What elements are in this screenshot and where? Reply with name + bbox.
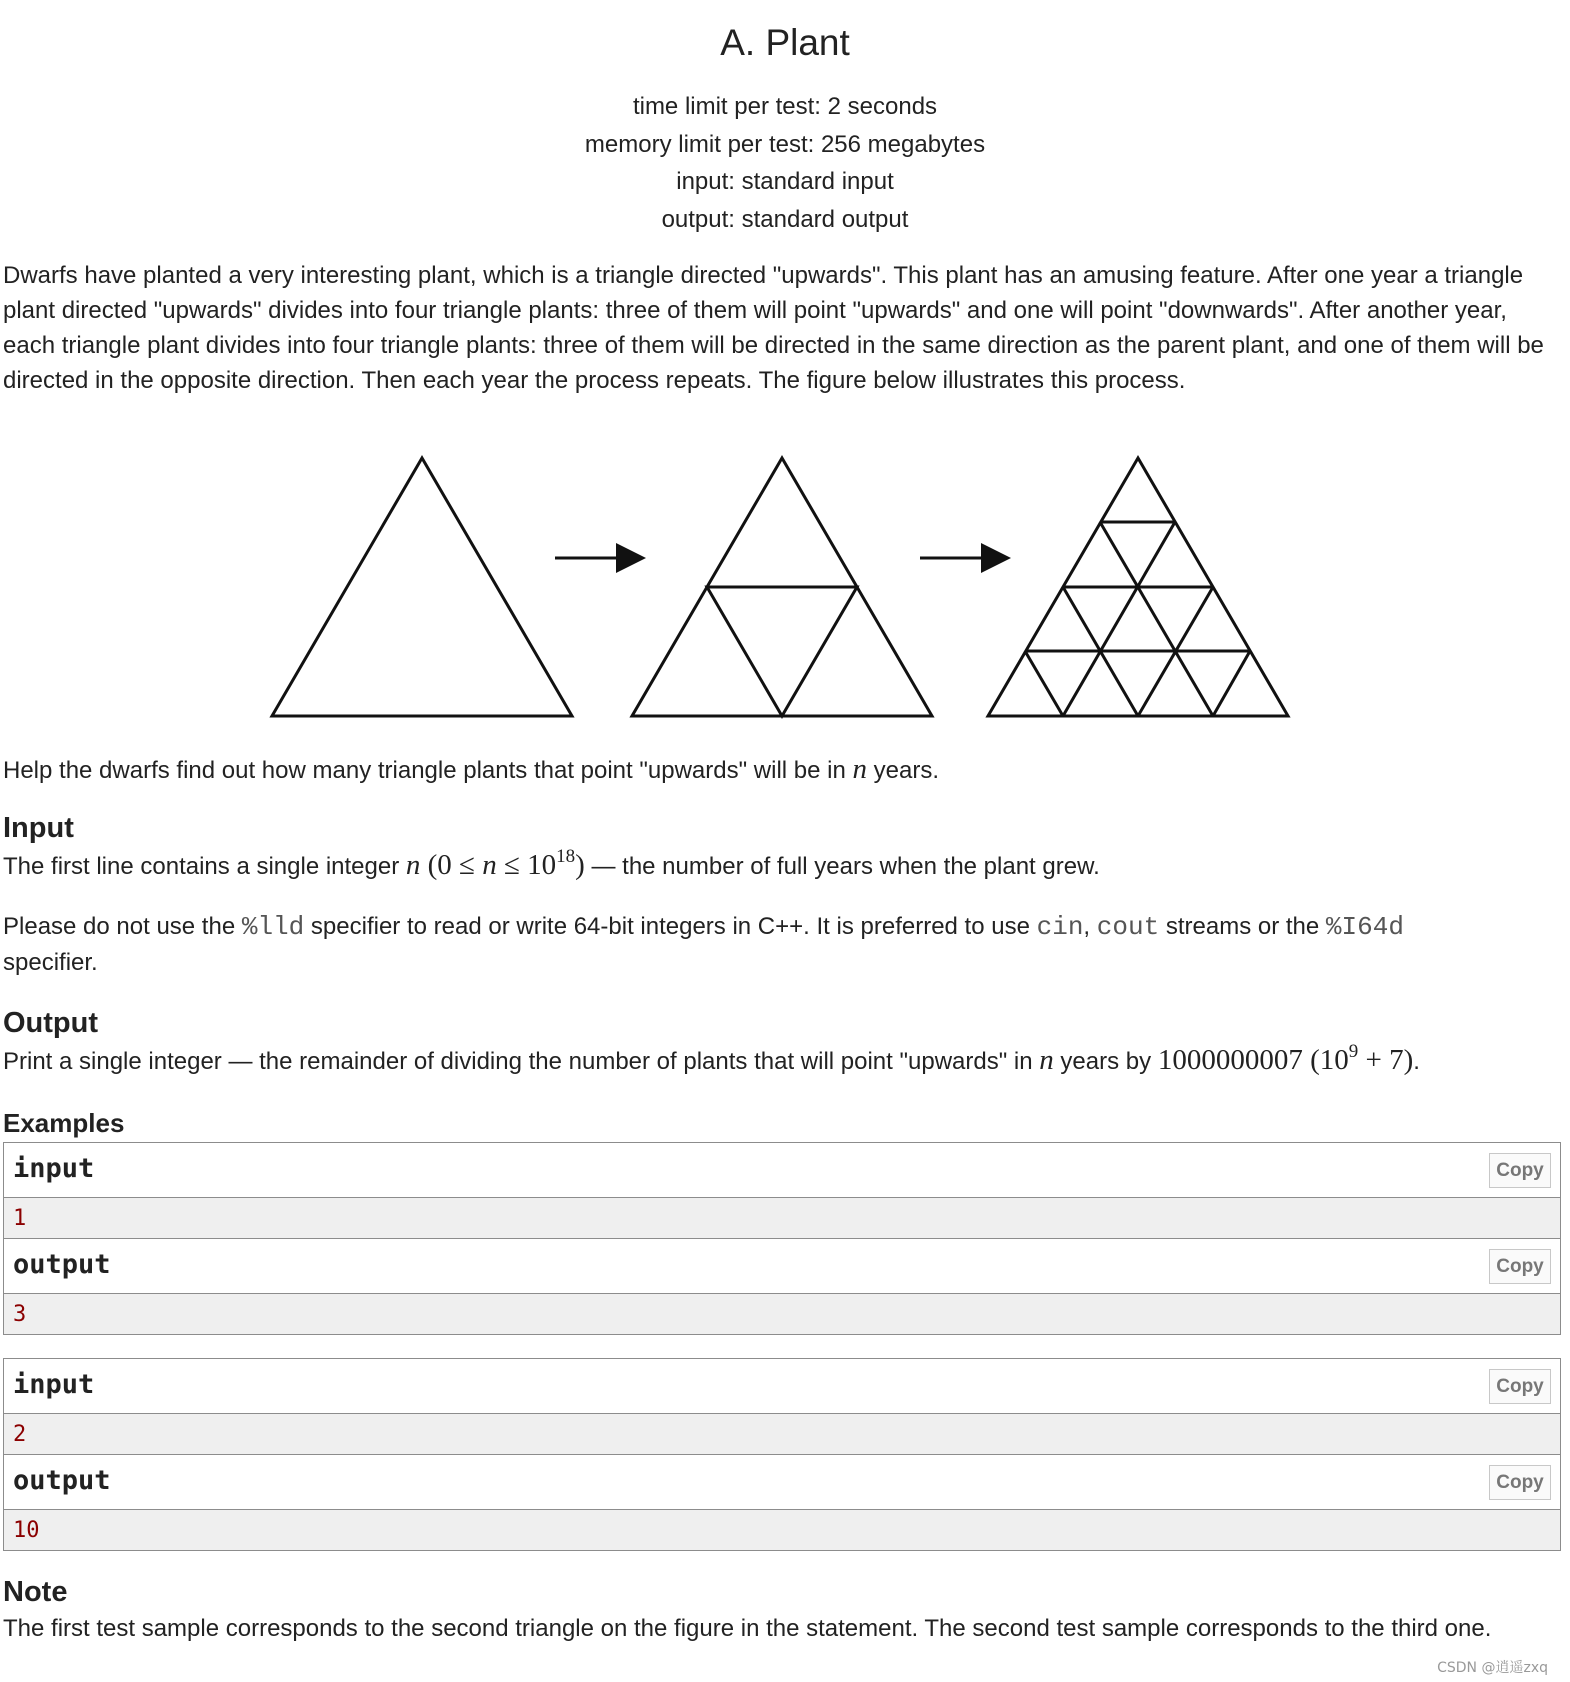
example-2-output-body <box>4 1510 1560 1550</box>
output-label: output <box>13 1249 111 1280</box>
input-description: The first line contains a single integer n $(0 \le n \le 10^{18})$ — the number of full years when the plant grew. <box>3 846 1100 881</box>
triangle-year-1 <box>632 458 932 716</box>
example-2 <box>3 1358 1561 1551</box>
examples-heading: Examples <box>3 1108 125 1138</box>
watermark: CSDN @逍遥zxq <box>1437 1660 1548 1676</box>
legend-paragraph: Dwarfs have planted a very interesting plant, which is a triangle directed "upwards". This plant has an amusing feature. After one year a triangle plant directed "upwards" divides into four triangle plants: three of them will point "upwards" and one will point "downwards". After another year, each triangle plant divides into four triangle plants: three of them will be directed in the same direction as the parent plant, and one of them will be directed in the opposite direction. Then each year the process repeats. The figure below illustrates this process. <box>3 262 1544 394</box>
example-2-input-header <box>4 1359 1560 1414</box>
output-heading: Output <box>3 1007 99 1039</box>
triangle-year-2 <box>988 458 1288 716</box>
example-2-input-body <box>4 1414 1560 1454</box>
input-label: input <box>13 1369 95 1400</box>
example-2-output-header <box>4 1455 1560 1510</box>
example-1-input-value: 1 <box>13 1206 27 1231</box>
example-1-output-value: 3 <box>13 1302 27 1327</box>
input-label: input <box>13 1153 95 1184</box>
problem-limits <box>0 88 1570 238</box>
output-description: Print a single integer — the remainder of dividing the number of plants that will point "upwards" in n years by 1000000007 $(10^9 + 7)$. <box>3 1041 1420 1076</box>
example-1-output-body <box>4 1294 1560 1334</box>
copy-output-button[interactable]: Copy <box>1489 1465 1551 1500</box>
triangle-year-0 <box>272 458 572 716</box>
example-1-output-header <box>4 1239 1560 1294</box>
copy-output-button[interactable]: Copy <box>1489 1249 1551 1284</box>
example-2-input-value: 2 <box>13 1422 27 1447</box>
example-1-input-body <box>4 1198 1560 1238</box>
question-paragraph: Help the dwarfs find out how many triangle plants that point "upwards" will be in n years. <box>3 753 940 785</box>
input-heading: Input <box>3 812 74 844</box>
note-heading: Note <box>3 1576 68 1608</box>
example-2-output-value: 10 <box>13 1518 40 1543</box>
copy-input-button[interactable]: Copy <box>1489 1153 1551 1188</box>
input-io-note: Please do not use the %lld specifier to read or write 64-bit integers in C++. It is preferred to use cin, cout streams or the %I64d specifier. <box>3 912 1404 976</box>
note-text: The first test sample corresponds to the second triangle on the figure in the statement. The second test sample corresponds to the third one. <box>3 1615 1492 1642</box>
copy-input-button[interactable]: Copy <box>1489 1369 1551 1404</box>
problem-title: A. Plant <box>720 22 850 63</box>
output-label: output <box>13 1465 111 1496</box>
time-limit: time limit per test: 2 seconds <box>632 93 938 120</box>
input-spec: input: standard input <box>676 168 894 195</box>
example-1-input-header <box>4 1143 1560 1198</box>
memory-limit: memory limit per test: 256 megabytes <box>584 130 986 158</box>
example-1 <box>3 1142 1561 1335</box>
output-spec: output: standard output <box>661 205 909 233</box>
triangle-growth-figure <box>0 440 1570 730</box>
